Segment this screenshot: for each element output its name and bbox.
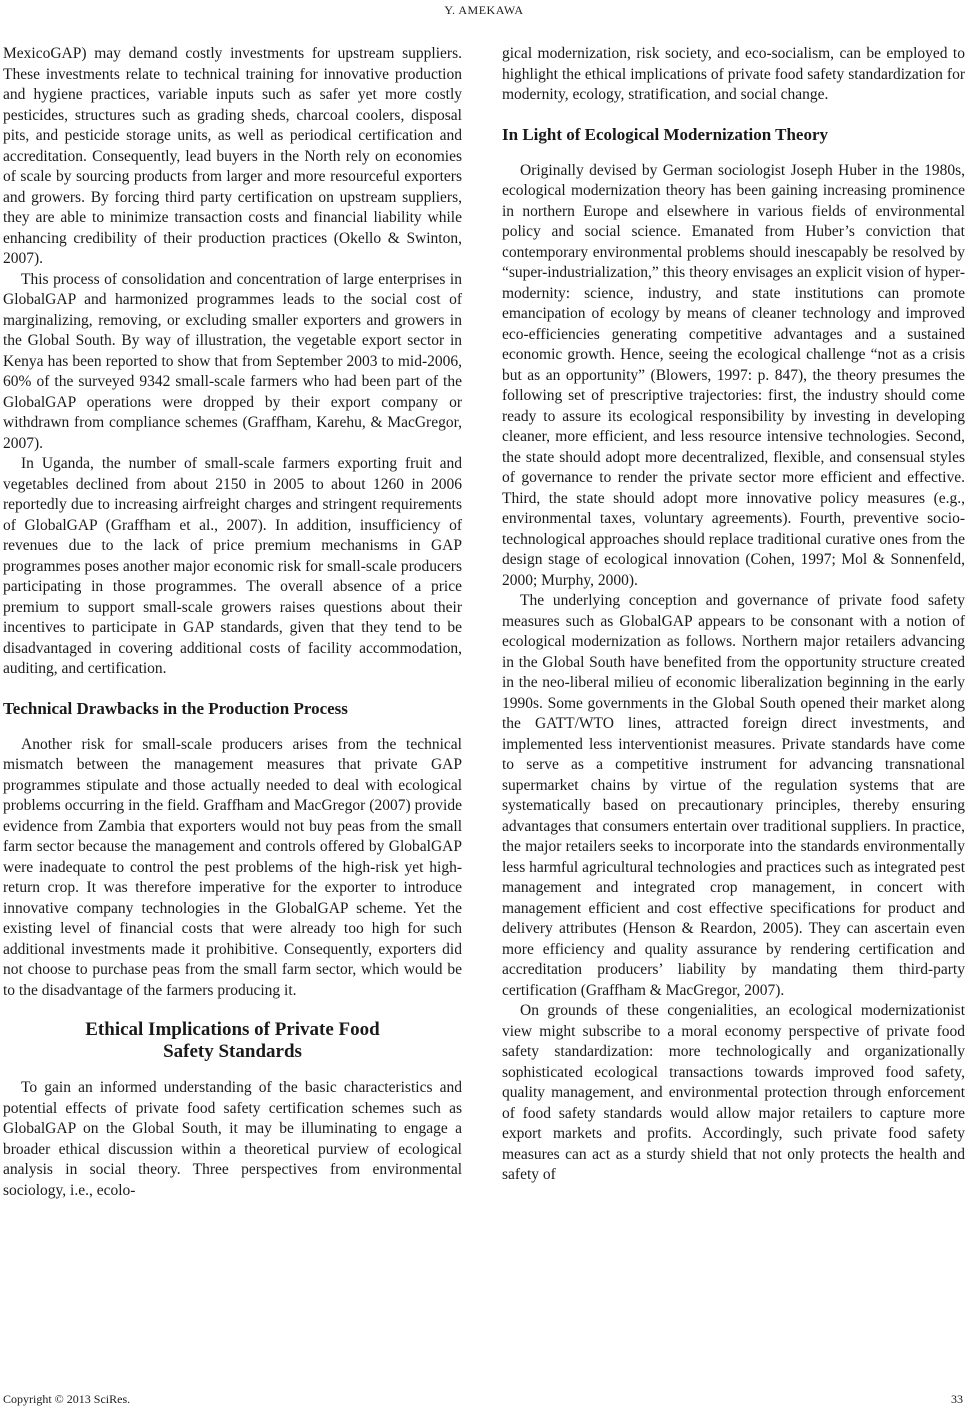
heading-line-1: Ethical Implications of Private Food: [85, 1019, 380, 1040]
paragraph: Another risk for small-scale producers arises from the technical mismatch between the management measures that private GAP programmes stipulate and those actually needed to deal with ecological problems occurring in the field. Graffham and MacGregor (2007) provide evidence from Zambia that exporters would not buy peas from the small farm sector because the management and controls offered by GlobalGAP were inadequate to control the pest problems of the high-risk yet high-return crop. It was therefore imperative for the exporter to introduce innovative company technologies in the GlobalGAP scheme. Yet the existing level of financial costs that were already too high for such additional investments made it prohibitive. Consequently, exporters did not choose to purchase peas from the small farm sector, which would be to the disadvantage of the farmers producing it.: [3, 735, 462, 999]
page-number: 33: [951, 1392, 963, 1406]
copyright-notice: Copyright © 2013 SciRes.: [3, 1392, 131, 1406]
section-heading: In Light of Ecological Modernization Theory: [502, 124, 828, 144]
paragraph: The underlying conception and governance of private food safety measures such as GlobalGAP appears to be consonant with a notion of ecological modernization as follows. Northern major retailers advancing in the Global South have benefited from the opportunity structure created in the neo-liberal milieu of economic liberalization beginning in the early 1990s. Some governments in the Global South opened their market along the GATT/WTO lines, attracted foreign direct investments, and implemented less interventionist measures. Private standards have come to serve as a competitive instrument for advancing transnational supermarket chains by virtue of the regulation systems that are systematically based on precautionary principles, thereby ensuring advantages that consumers entertain over traditional suppliers. In practice, the major retailers seeks to incorporate into the standards environmentally less harmful agricultural technologies and practices such as integrated pest management and integrated crop management, in concert with management efficient and cost effective specifications for product and delivery attributes (Henson & Reardon, 2005). They can ascertain even more efficiency and quality assurance by rendering certification and accreditation producers’ liability by mandating them third-party certification (Graffham & MacGregor, 2007).: [502, 592, 965, 999]
paragraph: Originally devised by German sociologist Joseph Huber in the 1980s, ecological modernization theory has been gaining increasing prominence in northern Europe and elsewhere in various fields of environmental policy and social science. Emanated from Huber’s conviction that contemporary environmental problems should inescapably be resolved by “super-industrialization,” this theory envisages an explicit vision of hyper-modernity: science, industry, and state institutions can promote emancipation of ecology by means of cleaner technology and improved eco-efficiencies generating competitive advantages and a sustained economic growth. Hence, seeing the ecological challenge “not as a crisis but as an opportunity” (Blowers, 1997: p. 847), the theory presumes the following set of prescriptive trajectories: first, the industry should come ready to assure its ecological responsibility by investing in developing cleaner, more efficient, and less resource intensive technologies. Second, the state should adopt more decentralized, flexible, and consensual styles of governance to render the private sector more efficient and effective. Third, the state should adopt more innovative policy measures (e.g., environmental taxes, voluntary agreements). Fourth, preventive socio-technological approaches should replace traditional curative ones from the design stage of ecological innovation (Cohen, 1997; Mol & Sonnenfeld, 2000; Murphy, 2000).: [502, 161, 965, 589]
running-head: Y. AMEKAWA: [444, 3, 524, 17]
paragraph: On grounds of these congenialities, an ecological modernizationist view might subscribe to a moral economy perspective of private food safety standardization: more technologically and organizationally sophisticated ecological transactions towards improved food safety, quality management, and environmental protection through enforcement of food safety standards would allow major retailers to capture more export markets and profits. Accordingly, such private food safety measures can act as a sturdy shield that not only protects the health and safety of: [502, 1002, 965, 1183]
paragraph: gical modernization, risk society, and eco-socialism, can be employed to highlight the ethical implications of private food safety standardization for modernity, ecology, stratification, and social change.: [502, 45, 965, 103]
section-heading-ethical: [3, 1019, 462, 1063]
paragraph: This process of consolidation and concentration of large enterprises in GlobalGAP and harmonized programmes leads to the social cost of marginalizing, removing, or excluding smaller exporters and growers in the Global South. By way of illustration, the vegetable export sector in Kenya has been reported to show that from September 2003 to mid-2006, 60% of the surveyed 9342 small-scale farmers who had been part of the GlobalGAP operations were dropped by their export company or withdrawn from compliance schemes (Graffham, Karehu, & MacGregor, 2007).: [3, 270, 462, 452]
left-column: [3, 44, 462, 1201]
paragraph: MexicoGAP) may demand costly investments for upstream suppliers. These investments relate to technical training for innovative production and hygiene practices, variable inputs such as safer yet more costly pesticides, structures such as grading sheds, charcoal coolers, disposal pits, and pesticide storage units, as well as periodical certification and accreditation. Consequently, lead buyers in the North rely on economies of scale by sourcing products from larger and more resourceful exporters and growers. By forcing third party certification on upstream suppliers, they are able to minimize transaction costs and financial liability while enhancing credibility of their production practices (Okello & Swinton, 2007).: [3, 45, 462, 267]
paragraph: In Uganda, the number of small-scale farmers exporting fruit and vegetables declined from about 2150 in 2005 to about 1260 in 2006 reportedly due to increasing airfreight charges and stringent requirements of GlobalGAP (Graffham et al., 2007). In addition, insufficiency of revenues due to the lack of price premium mechanisms in GAP programmes poses another major economic risk for small-scale producers participating in those programmes. The overall absence of a price premium to support small-scale growers raises questions about their incentives to participate in GAP standards, given that they tend to be disadvantaged in covering additional costs of facility accommodation, auditing, and certification.: [3, 455, 462, 677]
section-heading: Technical Drawbacks in the Production Process: [3, 698, 348, 718]
paragraph: To gain an informed understanding of the basic characteristics and potential effects of private food safety certification schemes such as GlobalGAP on the Global South, it may be illuminating to engage a broader ethical discussion within a theoretical purview of ecological analysis in social theory. Three perspectives from environmental sociology, i.e., ecolo-: [3, 1079, 462, 1199]
right-column: [502, 44, 965, 1186]
heading-line-2: Safety Standards: [163, 1041, 302, 1062]
